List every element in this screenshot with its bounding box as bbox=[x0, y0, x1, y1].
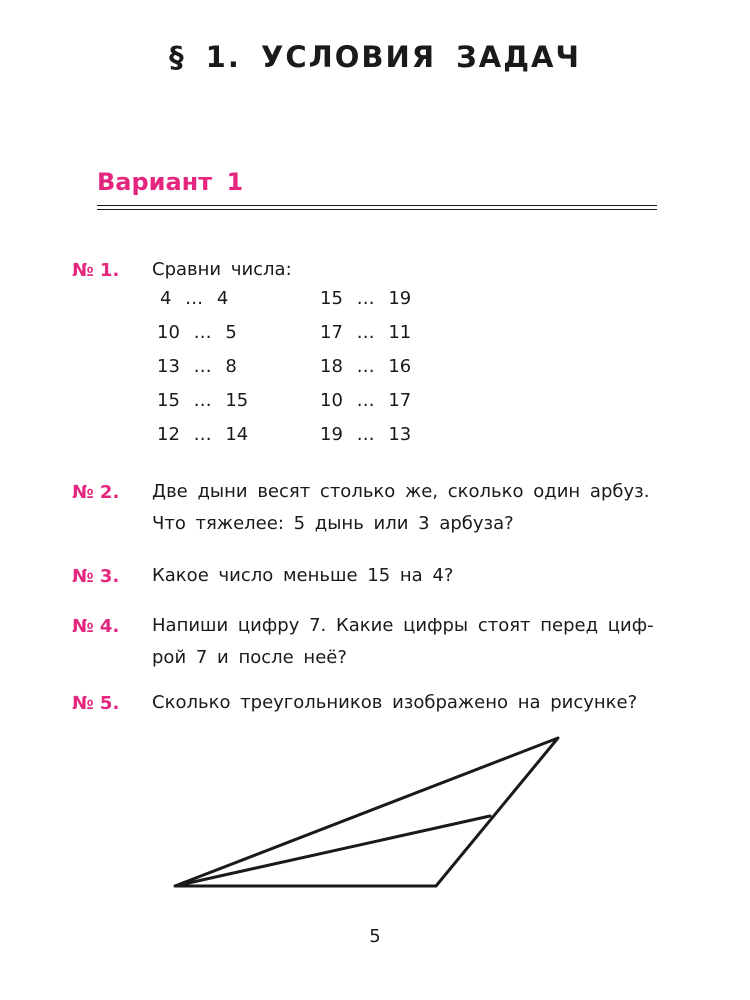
page-number: 5 bbox=[369, 926, 381, 947]
task-text bbox=[152, 254, 660, 286]
comparison-item: 19 … 13 bbox=[320, 424, 412, 445]
task-number: № 5. bbox=[72, 693, 120, 714]
divider-line bbox=[97, 209, 657, 210]
task-text bbox=[152, 610, 660, 674]
comparison-item: 4 … 4 bbox=[160, 288, 229, 309]
task-text bbox=[152, 476, 660, 540]
task-text-line: Какое число меньше 15 на 4? bbox=[152, 565, 454, 586]
divider-line bbox=[97, 205, 657, 206]
comparison-item: 15 … 19 bbox=[320, 288, 412, 309]
task-number: № 2. bbox=[72, 482, 120, 503]
variant-title: Вариант 1 bbox=[97, 168, 244, 196]
task-text-line: Сколько треугольников изображено на рисунке? bbox=[152, 692, 638, 713]
comparison-item: 12 … 14 bbox=[157, 424, 249, 445]
task-number: № 3. bbox=[72, 566, 120, 587]
comparison-item: 10 … 5 bbox=[157, 322, 237, 343]
comparison-item: 10 … 17 bbox=[320, 390, 412, 411]
task-number: № 1. bbox=[72, 260, 120, 281]
task-number: № 4. bbox=[72, 616, 120, 637]
comparison-item: 18 … 16 bbox=[320, 356, 412, 377]
task-text-line: Сравни числа: bbox=[152, 259, 292, 280]
task-text bbox=[152, 687, 660, 719]
task-text-line: Напиши цифру 7. Какие цифры стоят перед циф- bbox=[152, 615, 654, 636]
task-text-line: рой 7 и после неё? bbox=[152, 647, 347, 668]
task-text-line: Что тяжелее: 5 дынь или 3 арбуза? bbox=[152, 513, 514, 534]
task-text-line: Две дыни весят столько же, сколько один арбуз. bbox=[152, 481, 650, 502]
comparison-item: 13 … 8 bbox=[157, 356, 237, 377]
task-text bbox=[152, 560, 660, 592]
triangle-outline bbox=[175, 738, 558, 886]
comparison-item: 17 … 11 bbox=[320, 322, 412, 343]
comparison-item: 15 … 15 bbox=[157, 390, 249, 411]
page-title: § 1. УСЛОВИЯ ЗАДАЧ bbox=[169, 40, 581, 74]
triangle-figure bbox=[165, 730, 575, 900]
